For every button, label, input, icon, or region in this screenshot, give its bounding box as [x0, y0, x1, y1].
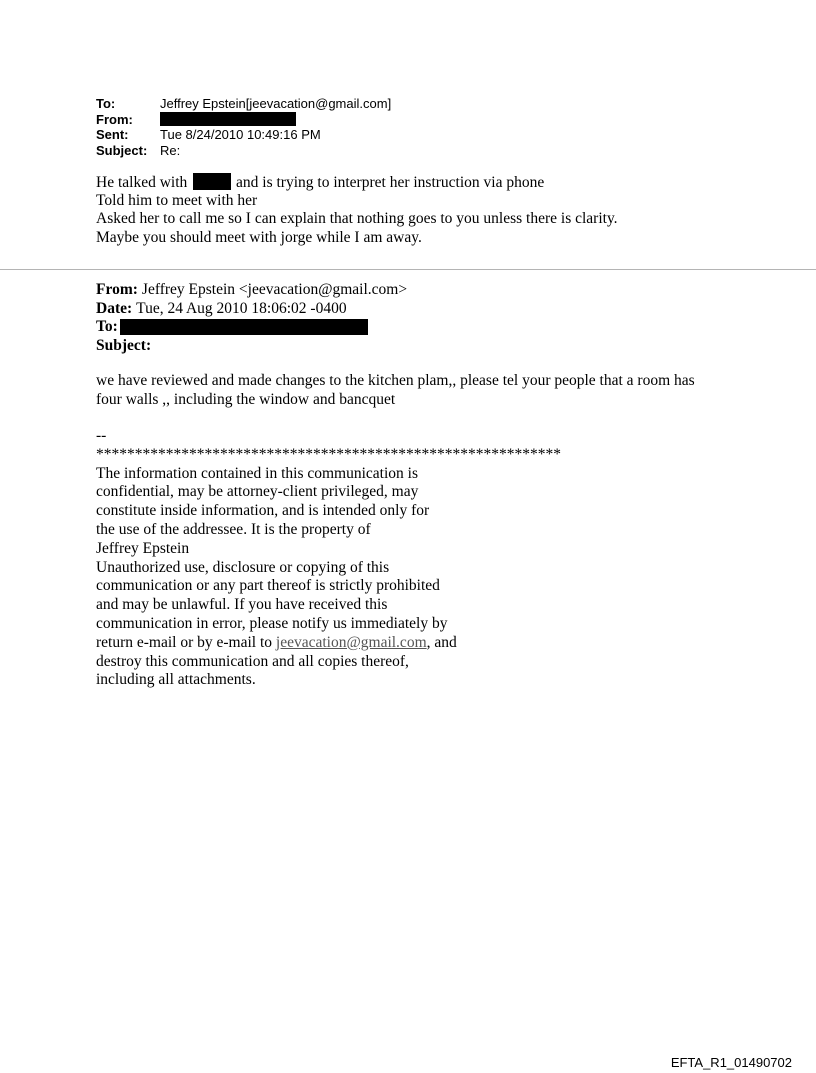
quoted-date-label: Date: — [96, 299, 133, 317]
subject-label: Subject: — [96, 142, 148, 158]
quoted-from-label: From: — [96, 281, 138, 298]
quoted-to-label: To: — [96, 318, 118, 335]
quoted-from-value: Jeffrey Epstein <jeevacation@gmail.com> — [141, 281, 408, 298]
redaction-block — [160, 112, 296, 126]
reply-line — [96, 173, 618, 192]
disclaimer-line: The information contained in this communication is — [96, 464, 418, 482]
disclaimer-line: including all attachments. — [96, 671, 256, 689]
disclaimer-line — [96, 634, 561, 653]
document-id: EFTA_R1_01490702 — [670, 1055, 792, 1070]
disclaimer-line: confidential, may be attorney-client privileged, may — [96, 483, 419, 501]
sent-row — [96, 127, 391, 143]
signature-dashes: -- — [96, 427, 107, 444]
quoted-line: we have reviewed and made changes to the kitchen plam,, please tel your people that a room has — [96, 372, 695, 389]
disclaimer-line: Jeffrey Epstein — [96, 539, 190, 557]
reply-line: Maybe you should meet with jorge while I am away. — [96, 228, 422, 246]
quoted-from-row — [96, 281, 407, 300]
email-header — [96, 96, 391, 158]
disclaimer-line: Unauthorized use, disclosure or copying of this — [96, 558, 390, 576]
redaction-block — [120, 319, 368, 335]
return-prefix: return e-mail or by e-mail to — [96, 633, 276, 651]
disclaimer-line: destroy this communication and all copies thereof, — [96, 652, 409, 670]
quoted-date-value: Tue, 24 Aug 2010 18:06:02 -0400 — [136, 299, 347, 317]
quoted-header — [96, 281, 407, 355]
disclaimer-line: the use of the addressee. It is the property of — [96, 520, 371, 538]
quoted-date-row — [96, 300, 407, 319]
sent-value: Tue 8/24/2010 10:49:16 PM — [160, 127, 321, 142]
divider — [0, 269, 816, 270]
reply-line: Told him to meet with her — [96, 191, 258, 209]
redaction-block — [193, 173, 231, 190]
reply-line: Asked her to call me so I can explain that nothing goes to you unless there is clarity. — [96, 210, 618, 227]
quoted-subject-label: Subject: — [96, 336, 152, 354]
return-suffix: , and — [426, 633, 457, 651]
disclaimer-line: constitute inside information, and is intended only for — [96, 502, 430, 520]
signature-block — [96, 427, 561, 690]
to-row — [96, 96, 391, 112]
subject-value: Re: — [160, 142, 181, 158]
subject-row — [96, 143, 391, 159]
quoted-subject-row — [96, 337, 407, 356]
email-link[interactable]: jeevacation@gmail.com — [275, 633, 427, 651]
reply-body — [96, 173, 618, 247]
sent-label: Sent: — [96, 127, 129, 142]
disclaimer-line: communication in error, please notify us immediately by — [96, 614, 448, 632]
signature-stars: ************************************************************ — [96, 445, 561, 463]
reply-text: and is trying to interpret her instruction via phone — [236, 174, 545, 191]
from-label: From: — [96, 111, 133, 127]
reply-text: He talked with — [96, 174, 188, 191]
from-row — [96, 112, 391, 128]
to-value: Jeffrey Epstein[jeevacation@gmail.com] — [160, 96, 392, 111]
quoted-to-row — [96, 318, 407, 337]
quoted-body — [96, 372, 736, 409]
quoted-line: four walls ,, including the window and bancquet — [96, 390, 396, 408]
disclaimer-line: communication or any part thereof is strictly prohibited — [96, 577, 440, 595]
to-label: To: — [96, 96, 116, 111]
disclaimer-line: and may be unlawful. If you have received this — [96, 596, 388, 614]
